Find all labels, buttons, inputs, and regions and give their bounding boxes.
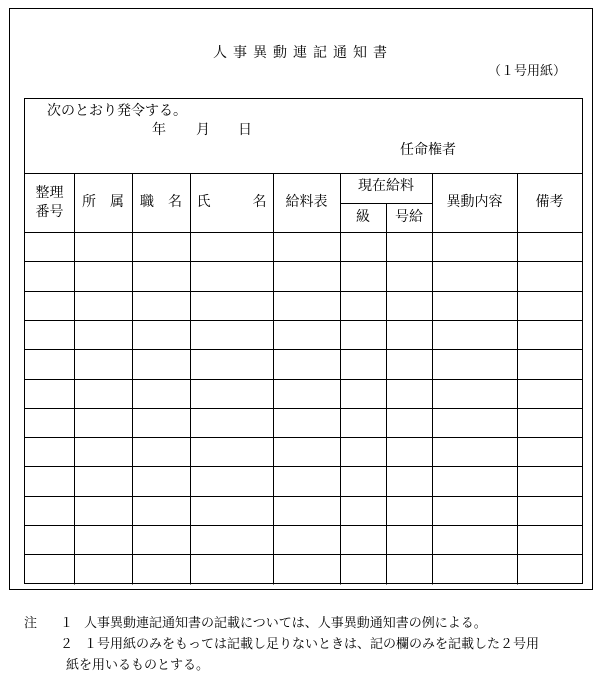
date-year-label: 年: [152, 122, 166, 138]
note-1-text: 人事異動連記通知書の記載については、人事異動通知書の例による。: [84, 616, 487, 631]
header-shozoku: 所 属: [82, 194, 124, 210]
header-shokumei: 職 名: [140, 194, 182, 210]
note-1-number: １: [60, 616, 74, 631]
header-ido-naiyo: 異動内容: [446, 194, 503, 210]
note-label: 注: [24, 616, 38, 631]
header-kyuryohyo: 給料表: [285, 194, 328, 210]
header-seiri-bango: 整理 番号: [35, 185, 64, 220]
date-day-label: 日: [238, 122, 252, 138]
header-shimei: 氏 名: [196, 194, 267, 210]
intro-text: 次のとおり発令する。: [47, 103, 187, 119]
form-number: （１号用紙）: [488, 64, 567, 79]
note-2-number: ２: [60, 637, 74, 652]
date-month-label: 月: [196, 122, 210, 138]
appointing-authority-label: 任命権者: [400, 142, 456, 158]
document-title: 人事異動連記通知書: [213, 45, 393, 61]
header-biko: 備考: [535, 194, 564, 210]
note-2-text-line2: 紙を用いるものとする。: [66, 658, 210, 673]
header-gokyu: 号給: [395, 209, 423, 225]
header-kyu: 級: [356, 209, 370, 225]
header-genzai-kyuryo: 現在給料: [358, 178, 414, 194]
note-2-text-line1: １号用紙のみをもっては記載し足りないときは、記の欄のみを記載した２号用: [84, 637, 540, 652]
